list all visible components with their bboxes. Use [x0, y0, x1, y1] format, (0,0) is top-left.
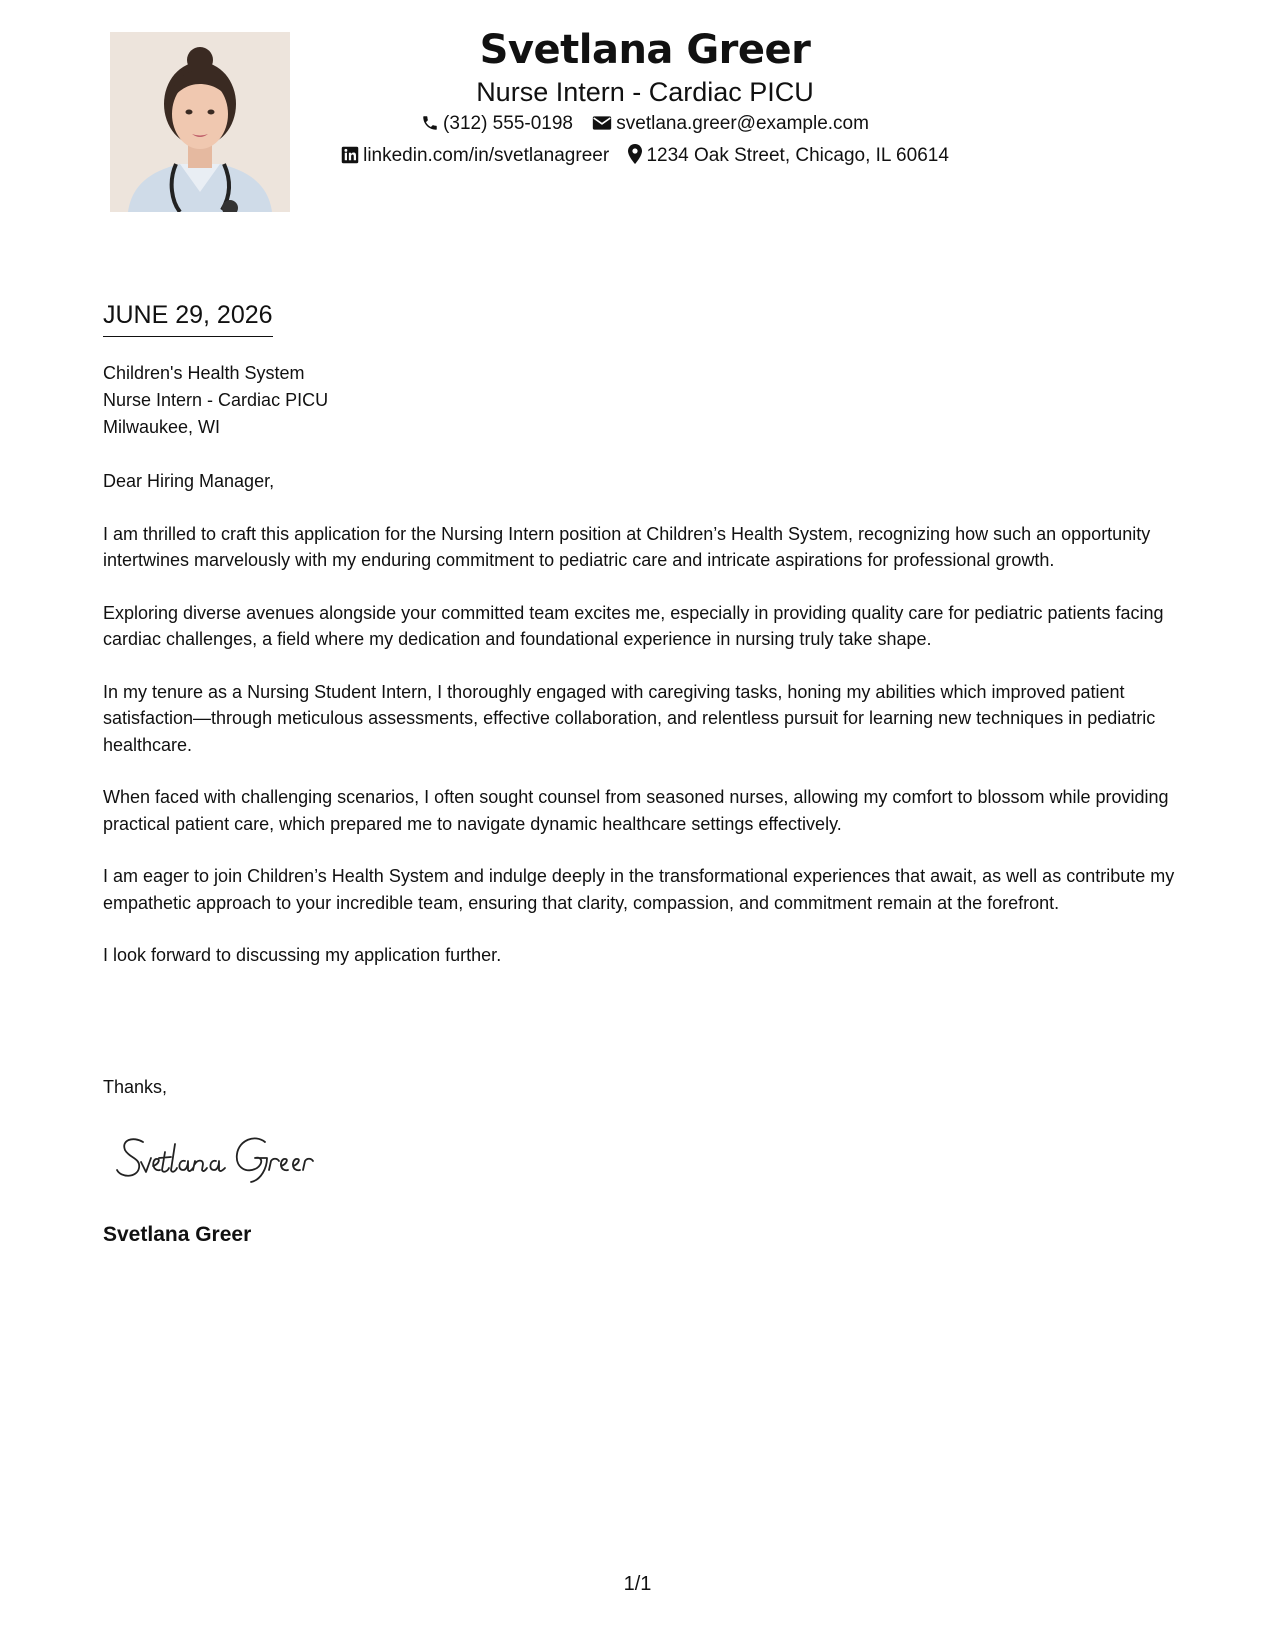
recipient-block — [103, 360, 328, 441]
contact-linkedin — [341, 140, 609, 172]
email-text: svetlana.greer@example.com — [616, 113, 869, 134]
closing: Thanks, — [103, 1077, 168, 1097]
phone-text: (312) 555-0198 — [443, 113, 573, 134]
recipient-position: Nurse Intern - Cardiac PICU — [103, 390, 329, 410]
contact-phone — [421, 108, 573, 140]
paragraph: When faced with challenging scenarios, I often sought counsel from seasoned nurses, allowing my comfort to blossom while providing practical patient care, which prepared me to navigate dynamic healthcare settings effectively. — [103, 787, 1169, 834]
address-text: 1234 Oak Street, Chicago, IL 60614 — [646, 145, 949, 166]
contact-row-1 — [290, 108, 1000, 140]
recipient-organization: Children's Health System — [103, 363, 305, 383]
signature — [115, 1128, 355, 1188]
paragraph: I am eager to join Children’s Health System and indulge deeply in the transformational experiences that await, as well as contribute my empathetic approach to your incredible team, ensuring that clarity, compassion, and commitment remain at the forefront. — [103, 866, 1175, 913]
linkedin-icon — [341, 146, 359, 164]
profile-photo — [110, 32, 290, 212]
recipient-location: Milwaukee, WI — [103, 417, 221, 437]
page-number: 1/1 — [623, 1573, 652, 1595]
letter-date: JUNE 29, 2026 — [103, 298, 273, 337]
linkedin-text: linkedin.com/in/svetlanagreer — [363, 145, 610, 166]
paragraph: In my tenure as a Nursing Student Intern, I thoroughly engaged with caregiving tasks, honing my abilities which improved patient satisfaction—through meticulous assessments, effective collaboration, and relentless pursuit for learning new techniques in pediatric healthcare. — [103, 681, 1156, 755]
paragraph: I look forward to discussing my application further. — [103, 945, 502, 965]
header — [290, 20, 1000, 172]
location-icon — [628, 144, 642, 164]
contact-email — [592, 108, 869, 140]
applicant-title: Nurse Intern - Cardiac PICU — [476, 77, 814, 107]
signer-name: Svetlana Greer — [103, 1223, 252, 1246]
contact-address — [628, 140, 948, 172]
applicant-name: Svetlana Greer — [479, 27, 811, 73]
phone-icon — [421, 114, 439, 132]
email-icon — [592, 114, 612, 132]
paragraph: Exploring diverse avenues alongside your committed team excites me, especially in providing quality care for pediatric patients facing cardiac challenges, a field where my dedication and foundational experience in nursing truly take shape. — [103, 602, 1164, 649]
salutation: Dear Hiring Manager, — [103, 471, 275, 491]
letter-body — [103, 468, 1183, 995]
paragraph: I am thrilled to craft this application for the Nursing Intern position at Children’s Health System, recognizing how such an opportunity intertwines marvelously with my enduring commitment to pediatric care and intricate aspirations for professional growth. — [103, 523, 1151, 570]
contact-row-2 — [290, 140, 1000, 172]
